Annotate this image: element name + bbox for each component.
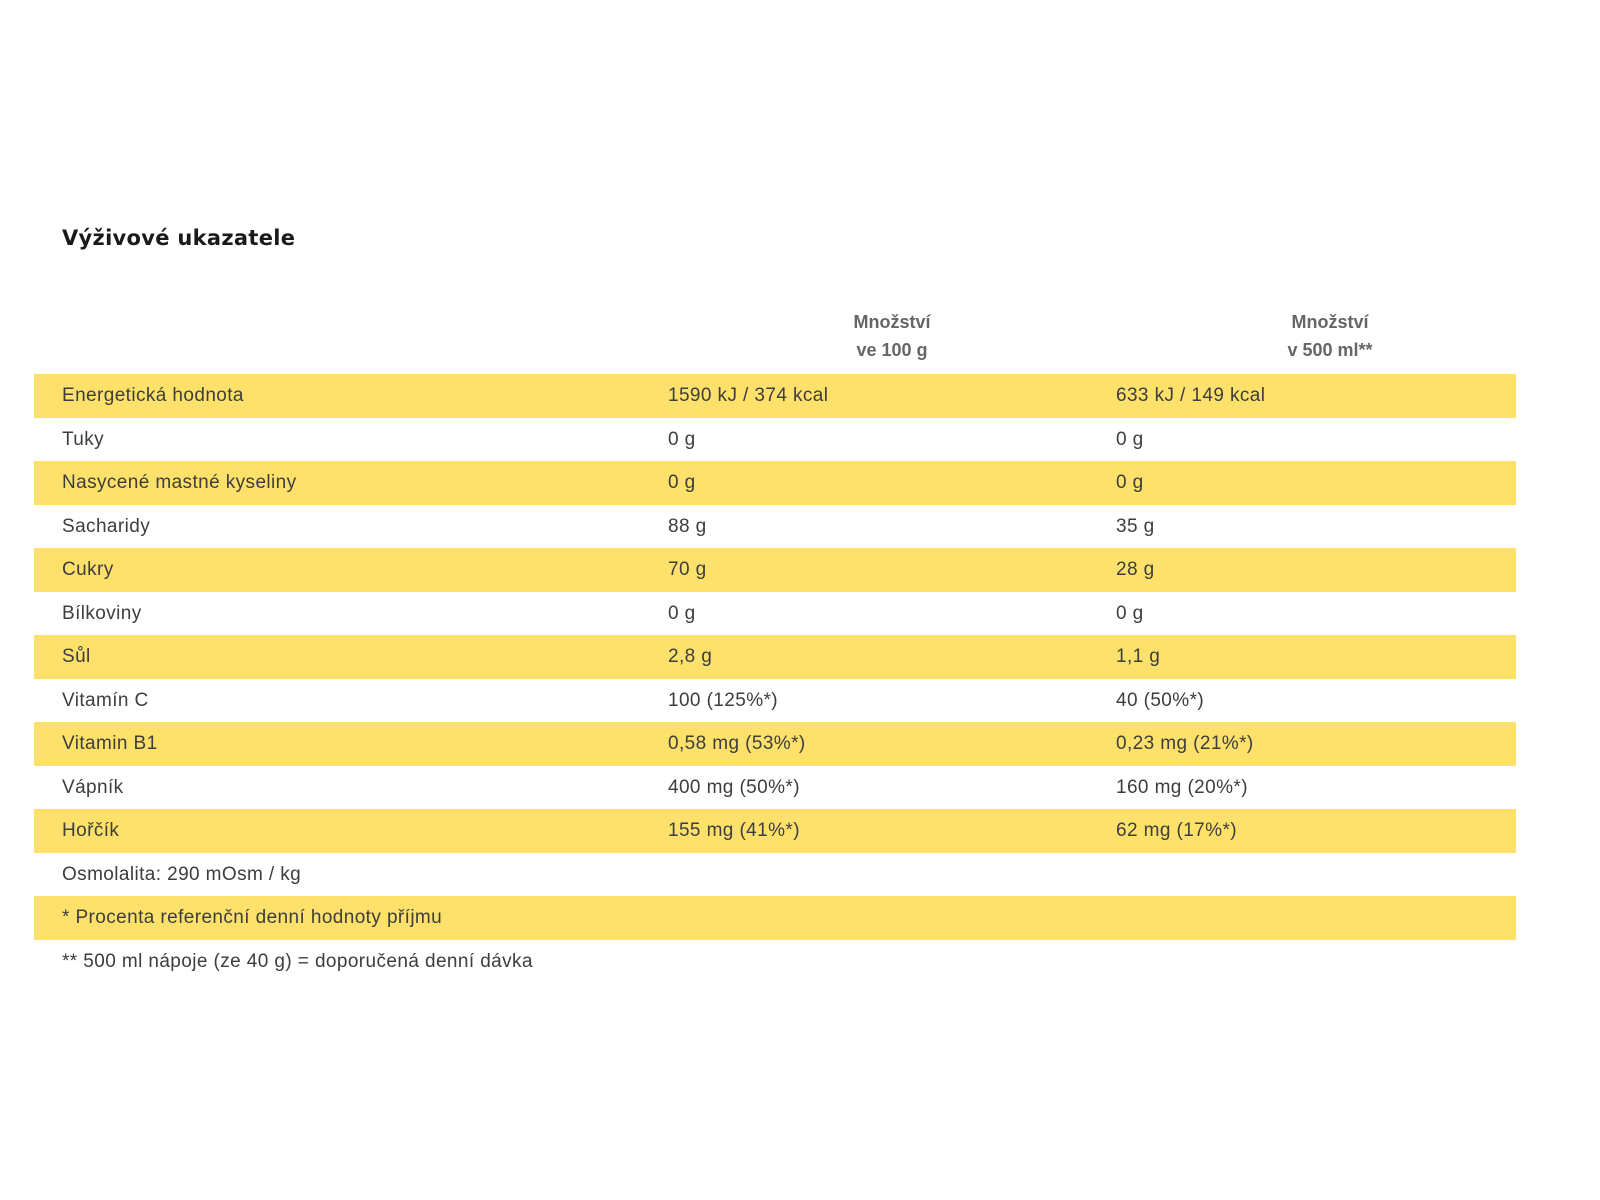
row-per-500ml: 28 g xyxy=(1116,559,1155,580)
table-row xyxy=(34,722,1516,766)
row-per-100g: 400 mg (50%*) xyxy=(668,776,800,798)
table-row xyxy=(34,548,1516,592)
row-per-100g: 2,8 g xyxy=(668,646,713,667)
row-label: Tuky xyxy=(62,428,105,450)
table-row xyxy=(34,418,1516,462)
table-row xyxy=(34,461,1516,505)
footnote-daily-dose: ** 500 ml nápoje (ze 40 g) = doporučená denní dávka xyxy=(62,950,533,972)
header-per-100g xyxy=(742,308,1042,364)
row-label: Sůl xyxy=(62,646,91,667)
table-row xyxy=(34,505,1516,549)
row-label: Vitamín C xyxy=(62,689,149,711)
row-per-100g: 155 mg (41%*) xyxy=(668,820,800,841)
header-per-100g-line2: ve 100 g xyxy=(856,340,928,360)
row-label: Bílkoviny xyxy=(62,602,142,624)
row-per-500ml: 35 g xyxy=(1116,515,1155,537)
row-label: Hořčík xyxy=(62,820,120,841)
table-row xyxy=(34,766,1516,810)
footnote-row xyxy=(34,940,1516,984)
row-label: Vitamin B1 xyxy=(62,733,158,754)
header-per-500ml-line1: Množství xyxy=(1291,312,1369,332)
row-per-500ml: 0 g xyxy=(1116,472,1144,493)
row-label: Nasycené mastné kyseliny xyxy=(62,472,297,493)
table-row xyxy=(34,374,1516,418)
table-row xyxy=(34,679,1516,723)
row-label: Cukry xyxy=(62,559,114,580)
header-per-100g-line1: Množství xyxy=(853,312,931,332)
row-per-100g: 0 g xyxy=(668,602,696,624)
table-header xyxy=(34,308,1516,374)
row-per-500ml: 0 g xyxy=(1116,602,1144,624)
row-per-100g: 0 g xyxy=(668,472,696,493)
header-per-500ml xyxy=(1180,308,1480,364)
header-per-500ml-line2: v 500 ml** xyxy=(1287,340,1373,360)
row-per-100g: 0 g xyxy=(668,428,696,450)
row-per-100g: 70 g xyxy=(668,559,707,580)
table-row xyxy=(34,592,1516,636)
table-row xyxy=(34,635,1516,679)
row-per-500ml: 633 kJ / 149 kcal xyxy=(1116,385,1266,406)
footnote-reference-intake: * Procenta referenční denní hodnoty příjmu xyxy=(62,907,443,928)
row-label: Sacharidy xyxy=(62,515,151,537)
row-per-100g: 0,58 mg (53%*) xyxy=(668,733,806,754)
table-row xyxy=(34,809,1516,853)
page-title: Výživové ukazatele xyxy=(62,226,296,250)
footnote-row xyxy=(34,896,1516,940)
row-per-500ml: 0,23 mg (21%*) xyxy=(1116,733,1254,754)
row-per-500ml: 0 g xyxy=(1116,428,1144,450)
row-per-500ml: 1,1 g xyxy=(1116,646,1161,667)
osmolality-note: Osmolalita: 290 mOsm / kg xyxy=(62,863,302,885)
row-per-500ml: 62 mg (17%*) xyxy=(1116,820,1237,841)
osmolality-row xyxy=(34,853,1516,897)
row-per-100g: 1590 kJ / 374 kcal xyxy=(668,385,829,406)
row-label: Vápník xyxy=(62,776,124,798)
row-per-100g: 88 g xyxy=(668,515,707,537)
row-label: Energetická hodnota xyxy=(62,385,244,406)
row-per-500ml: 160 mg (20%*) xyxy=(1116,776,1248,798)
row-per-500ml: 40 (50%*) xyxy=(1116,689,1205,711)
row-per-100g: 100 (125%*) xyxy=(668,689,779,711)
nutrition-table xyxy=(34,308,1516,983)
